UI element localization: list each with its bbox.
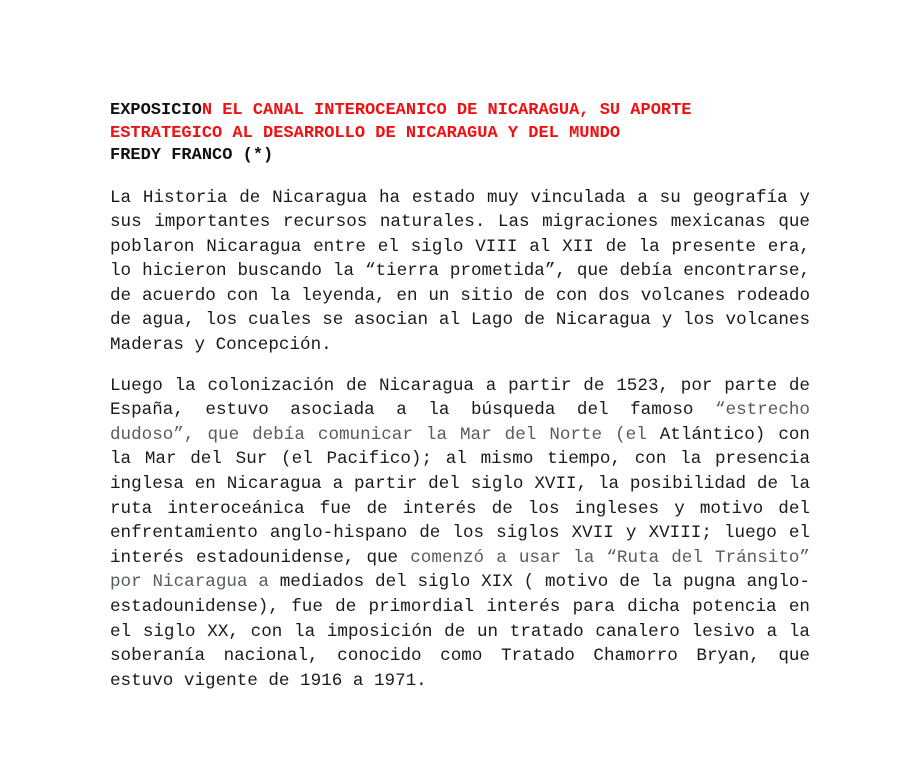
document-page (110, 100, 810, 709)
paragraph-2 (110, 374, 810, 694)
paragraph-1: La Historia de Nicaragua ha estado muy vinculada a su geografía y sus importantes recursos naturales. Las migraciones mexicanas que poblaron Nicaragua entre el siglo VIII al XII de la presente era, lo hicieron buscando la “tierra prometida”, que debía encontrarse, de acuerdo con la leyenda, en un sitio de con dos volcanes rodeado de agua, los cuales se asocian al Lago de Nicaragua y los volcanes Maderas y Concepción. (110, 187, 810, 356)
paragraph-2-text-a: Luego la colonización de Nicaragua a partir de 1523, por parte de España, estuvo asociada a la búsqueda del famoso (110, 375, 810, 421)
paragraph-2-text-b: Atlántico) con la Mar del Sur (el Pacifico); al mismo tiempo, con la presencia inglesa en Nicaragua a partir del siglo XVII, la posibilidad de la ruta interoceánica fue de interés de los ingleses y motivo del enfrentamiento anglo-hispano de los siglos XVII y XVIII; luego el interés estadounidense, que (110, 424, 810, 568)
author-line: FREDY FRANCO (*) (110, 146, 274, 165)
paragraph-2-text-c: mediados del siglo XIX ( motivo de la pugna anglo-estadounidense), fue de primordial interés para dicha potencia en el siglo XX, con la imposición de un tratado canalero lesivo a la soberanía nacional, conocido como Tratado Chamorro Bryan, que estuvo vigente de 1916 a 1971. (110, 572, 810, 691)
paragraph-2-muted-a: “estrecho dudoso”, que debía comunicar la Mar del Norte (el (110, 400, 810, 445)
document-title (110, 100, 810, 145)
paragraph-2-muted-b: comenzó a usar la “Ruta del Tránsito” por Nicaragua a (110, 547, 810, 593)
title-red-part: N EL CANAL INTEROCEANICO DE NICARAGUA, SU APORTE ESTRATEGICO AL DESARROLLO DE NICARAGUA Y DEL MUNDO (110, 101, 692, 143)
title-black-part: EXPOSICIO (110, 101, 202, 120)
